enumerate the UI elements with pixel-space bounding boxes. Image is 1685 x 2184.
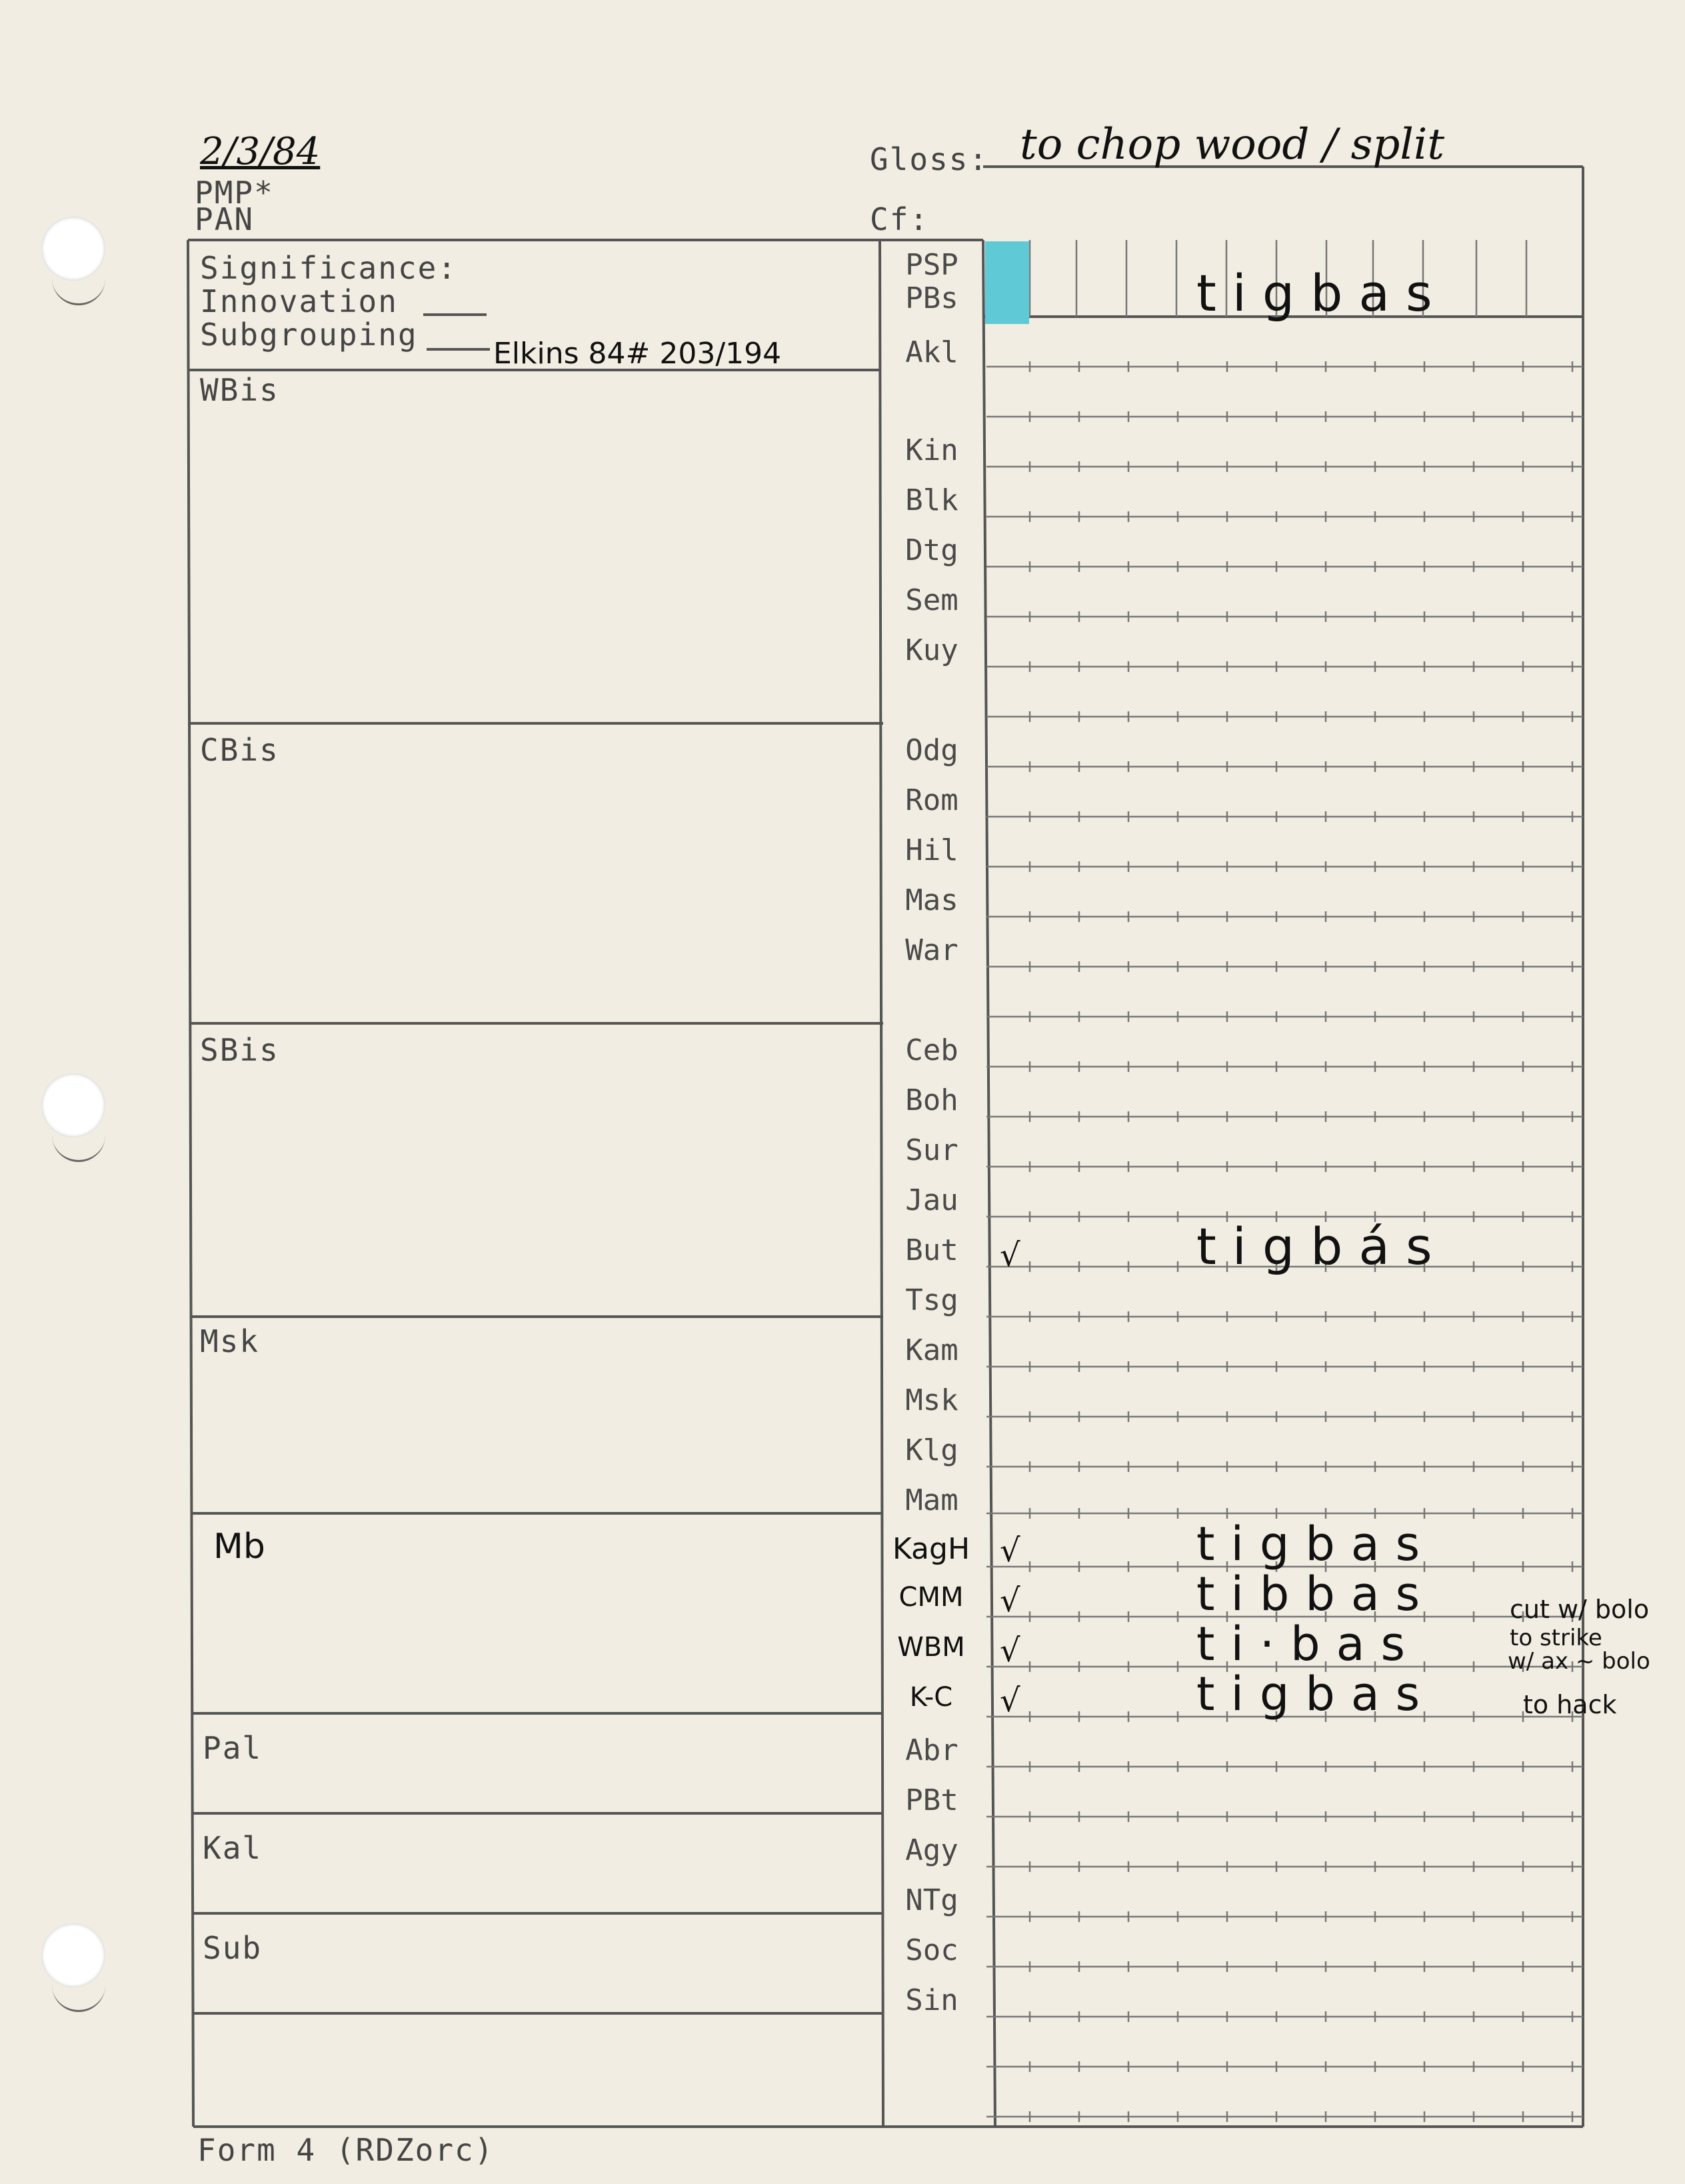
wbm-form: ti·bas [1196, 1617, 1421, 1671]
code-blk: Blk [905, 483, 958, 517]
section-msk: Msk [200, 1323, 260, 1359]
code-sem: Sem [905, 583, 958, 617]
cmm-check: √ [1000, 1582, 1020, 1619]
psp-form: tigbas [1196, 263, 1448, 323]
code-mas: Mas [905, 883, 958, 917]
kc-check: √ [1000, 1682, 1020, 1719]
note-wbm-2: w/ ax ~ bolo [1508, 1648, 1650, 1675]
code-jau: Jau [905, 1183, 958, 1217]
code-rom: Rom [905, 783, 958, 817]
code-abr: Abr [905, 1733, 958, 1767]
wbm-check: √ [1000, 1632, 1020, 1669]
section-cbis: CBis [200, 732, 279, 768]
code-war: War [905, 933, 958, 967]
innovation-label: Innovation [200, 283, 398, 319]
note-kc: to hack [1523, 1690, 1617, 1719]
code-pbs: PBs [905, 281, 958, 315]
code-boh: Boh [905, 1083, 958, 1117]
code-sur: Sur [905, 1133, 958, 1167]
code-kc: K-C [909, 1682, 953, 1713]
gloss-value: to chop wood / split [1020, 120, 1445, 169]
section-wbis: WBis [200, 372, 279, 408]
code-ceb: Ceb [905, 1033, 958, 1067]
code-soc: Soc [905, 1933, 958, 1967]
code-kin: Kin [905, 433, 958, 467]
date: 2/3/84 [200, 130, 321, 173]
code-pbt: PBt [905, 1783, 958, 1817]
code-kam: Kam [905, 1333, 958, 1367]
gloss-label: Gloss: [870, 141, 989, 177]
subgrouping-blank [427, 348, 490, 351]
section-pal: Pal [203, 1730, 263, 1766]
code-msk: Msk [905, 1383, 958, 1417]
but-form: tigbás [1196, 1217, 1448, 1276]
code-kuy: Kuy [905, 633, 958, 667]
code-agy: Agy [905, 1833, 958, 1867]
note-wbm-1: to strike [1510, 1625, 1602, 1651]
section-sub: Sub [203, 1930, 263, 1966]
code-hil: Hil [905, 833, 958, 867]
code-odg: Odg [905, 733, 958, 767]
pan-label: PAN [195, 201, 255, 237]
code-kagh: KagH [892, 1532, 970, 1566]
form-footer: Form 4 (RDZorc) [197, 2132, 495, 2168]
code-mam: Mam [905, 1483, 958, 1517]
code-tsg: Tsg [905, 1283, 958, 1317]
code-klg: Klg [905, 1433, 958, 1467]
code-sin: Sin [905, 1983, 958, 2017]
code-ntg: NTg [905, 1883, 958, 1917]
cmm-form: tibbas [1196, 1567, 1436, 1621]
section-sbis: SBis [200, 1032, 279, 1068]
code-cmm: CMM [898, 1582, 964, 1613]
innovation-blank [423, 313, 487, 316]
section-kal: Kal [203, 1830, 263, 1866]
kagh-form: tigbas [1196, 1517, 1436, 1571]
kc-form: tigbas [1196, 1667, 1436, 1721]
note-cmm: cut w/ bolo [1510, 1595, 1650, 1624]
kagh-check: √ [1000, 1532, 1020, 1569]
section-mb: Mb [213, 1527, 265, 1567]
code-but: But [905, 1233, 958, 1267]
code-psp: PSP [905, 248, 958, 282]
significance-title: Significance: [200, 250, 458, 286]
subgrouping-label: Subgrouping [200, 317, 418, 353]
elkins-reference: Elkins 84# 203/194 [493, 337, 782, 371]
cf-label: Cf: [870, 201, 930, 237]
code-wbm: WBM [897, 1632, 965, 1663]
but-check: √ [1000, 1237, 1020, 1274]
highlight-marker [985, 241, 1029, 324]
code-akl: Akl [905, 335, 958, 369]
pmp-label: PMP* [195, 175, 274, 211]
code-dtg: Dtg [905, 533, 958, 567]
